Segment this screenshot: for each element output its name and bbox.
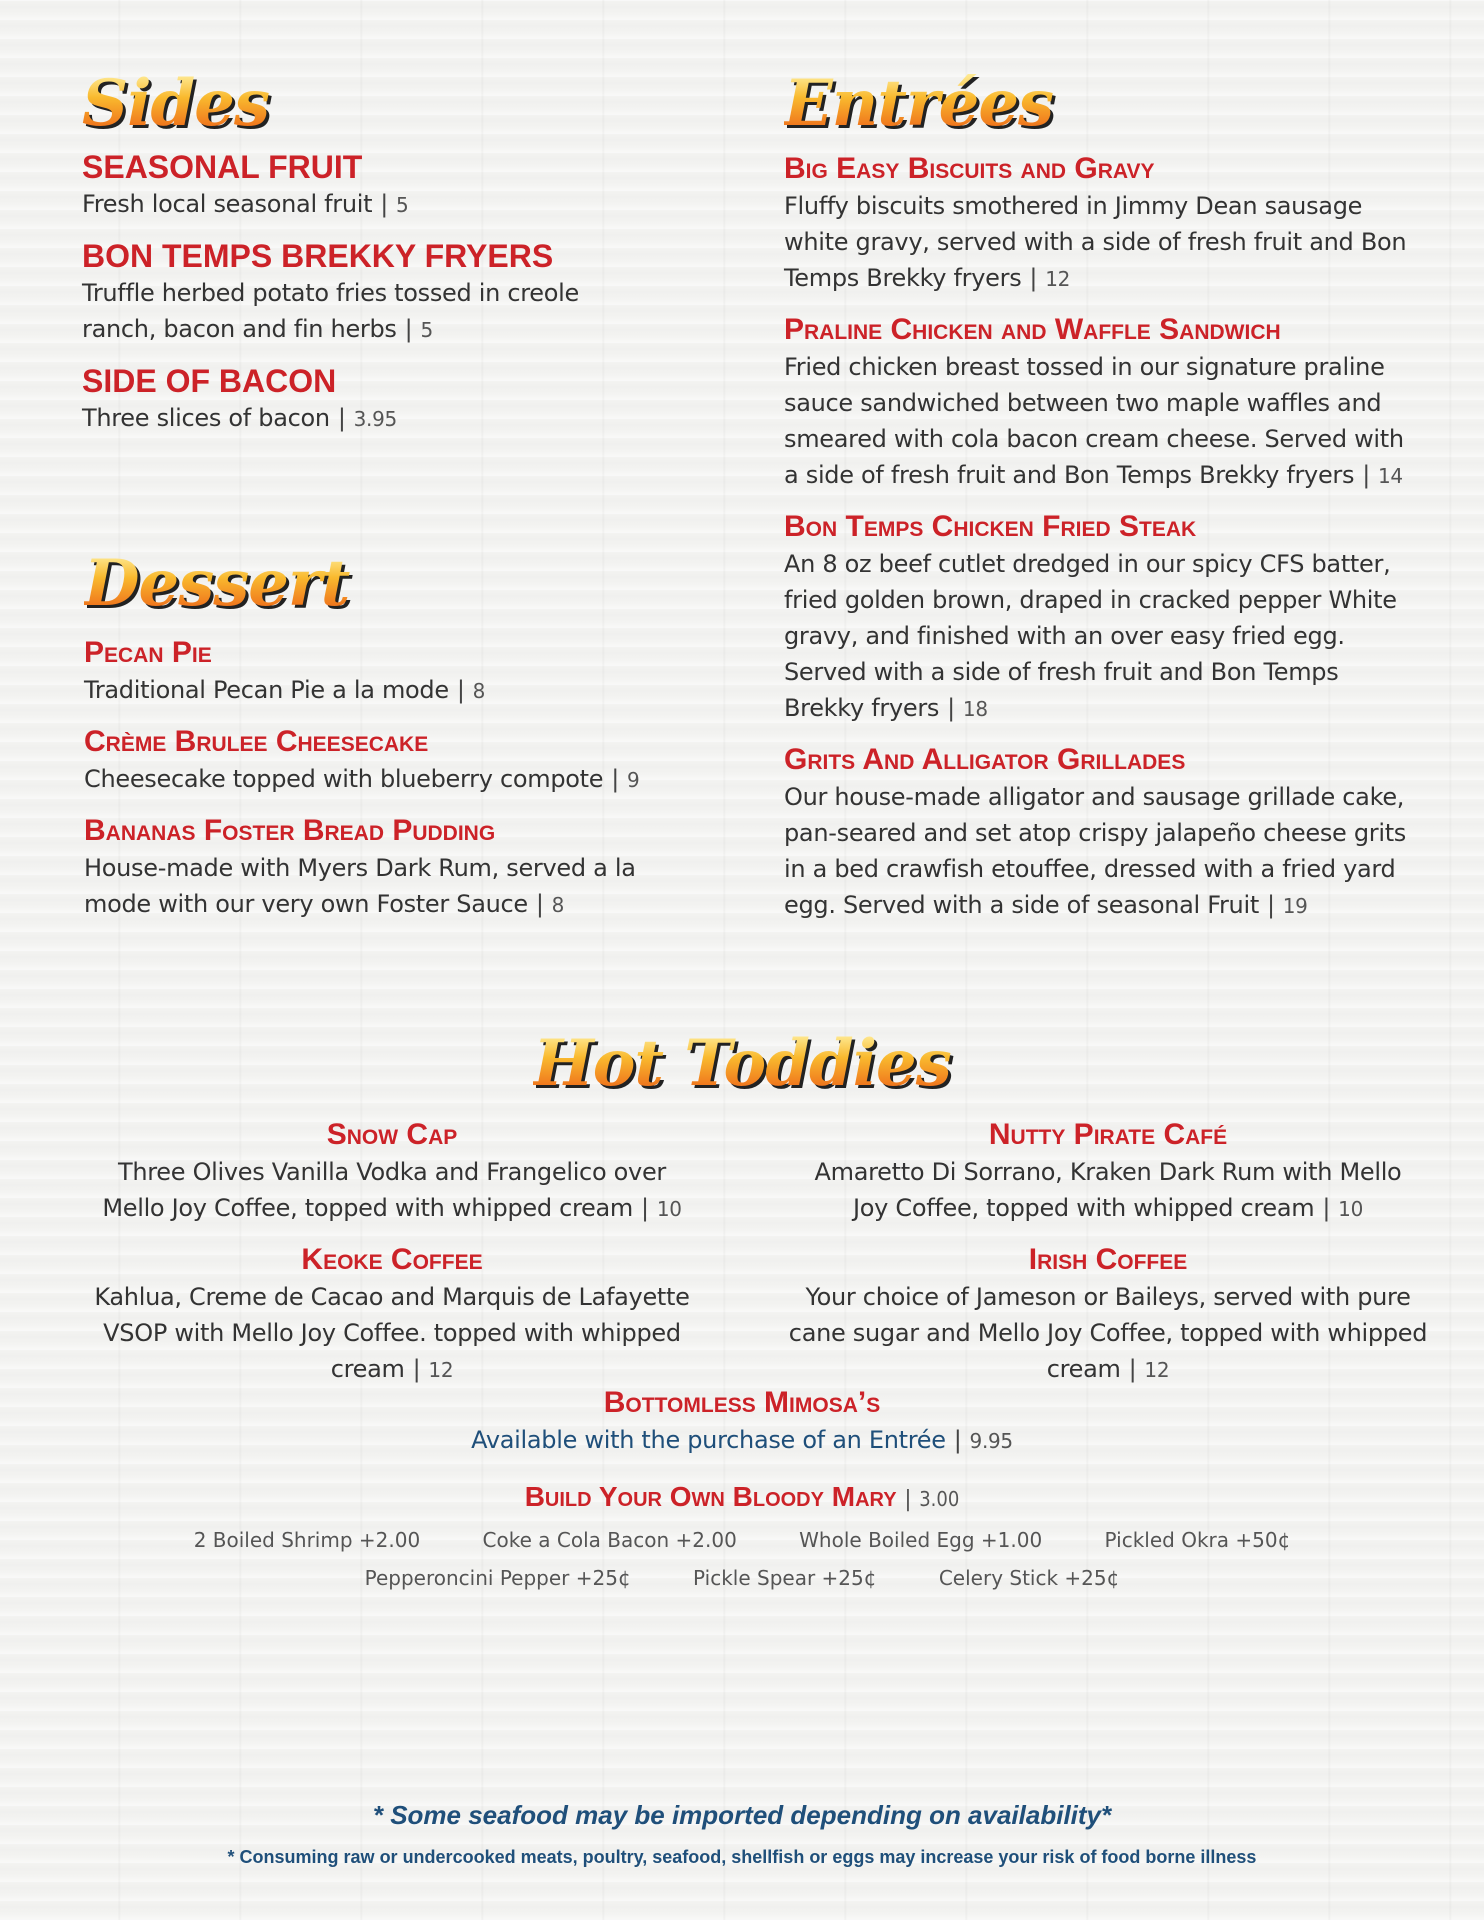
item-name: Grits And Alligator Grillades	[784, 743, 1186, 776]
item-price: 8	[472, 679, 486, 703]
item-name: Snow Cap	[326, 1118, 458, 1151]
price-separator: |	[456, 676, 465, 704]
item-name: Keoke Coffee	[301, 1243, 483, 1276]
price-separator: |	[404, 315, 413, 343]
entrees-section	[784, 66, 1414, 924]
menu-item	[82, 362, 682, 437]
item-description: Cheesecake topped with blueberry compote	[84, 765, 604, 793]
menu-item	[778, 1116, 1438, 1227]
price-separator: |	[1322, 1194, 1331, 1222]
menu-item	[82, 1116, 702, 1227]
price-separator: |	[953, 1426, 962, 1454]
price-separator: |	[904, 1487, 912, 1512]
item-description: An 8 oz beef cutlet dredged in our spicy CFS batter, fried golden brown, draped in cracked pepper White gravy, and finished with an over easy fried egg. Served with a side of fresh fruit and Bon Temps Brekky fryers	[784, 550, 1397, 722]
menu-item	[82, 237, 682, 348]
item-name: Nutty Pirate Café	[988, 1118, 1228, 1151]
item-name: Crème Brulee Cheesecake	[84, 725, 429, 758]
item-price: 10	[1338, 1197, 1363, 1221]
seafood-footnote: * Some seafood may be imported depending on availability*	[372, 1800, 1112, 1830]
item-name: SIDE OF BACON	[82, 363, 337, 399]
item-description: Traditional Pecan Pie a la mode	[84, 676, 449, 704]
dessert-title: Dessert	[84, 552, 684, 616]
menu-item	[82, 1241, 702, 1388]
item-price: 3.95	[353, 407, 397, 431]
menu-item	[784, 150, 1414, 297]
dessert-section	[84, 546, 684, 923]
price-separator: |	[1128, 1355, 1137, 1383]
menu-item	[84, 723, 684, 798]
price-separator: |	[947, 694, 955, 722]
price-separator: |	[535, 890, 544, 918]
item-name: Big Easy Biscuits and Gravy	[784, 152, 1155, 185]
price-separator: |	[611, 765, 620, 793]
price-separator: |	[1029, 264, 1038, 292]
item-price: 18	[962, 697, 988, 721]
item-price: 12	[1045, 267, 1071, 291]
item-description: Amaretto Di Sorrano, Kraken Dark Rum with Mello Joy Coffee, topped with whipped cream	[814, 1158, 1402, 1222]
addon: Coke a Cola Bacon +2.00	[482, 1528, 737, 1552]
item-price: 9	[627, 768, 640, 792]
item-price: 8	[551, 893, 565, 917]
addon: Celery Stick +25¢	[938, 1566, 1120, 1590]
price-separator: |	[1266, 891, 1275, 919]
addon: Whole Boiled Egg +1.00	[799, 1528, 1043, 1552]
item-price: 9.95	[969, 1429, 1013, 1453]
item-name: Bon Temps Chicken Fried Steak	[784, 510, 1197, 543]
sides-section	[82, 66, 682, 437]
menu-item	[778, 1241, 1438, 1388]
item-description: Fluffy biscuits smothered in Jimmy Dean sausage white gravy, served with a side of fresh fruit and Bon Temps Brekky fryers	[784, 192, 1407, 292]
price-separator: |	[412, 1355, 421, 1383]
hot-toddies-title: Hot Toddies	[533, 1026, 951, 1101]
item-name: BON TEMPS BREKKY FRYERS	[82, 238, 554, 274]
item-description: Fried chicken breast tossed in our signature praline sauce sandwiched between two maple waffles and smeared with cola bacon cream cheese. Served with a side of fresh fruit and Bon Temps Brekky fryers	[784, 353, 1404, 489]
price-separator: |	[380, 190, 389, 218]
item-name: Praline Chicken and Waffle Sandwich	[784, 313, 1281, 346]
menu-item	[82, 148, 682, 223]
item-price: 5	[420, 318, 433, 342]
menu-item	[784, 508, 1414, 727]
menu-item	[784, 311, 1414, 494]
item-description: Available with the purchase of an Entrée	[471, 1426, 946, 1454]
toddy-left-column	[82, 1116, 702, 1388]
price-separator: |	[1362, 461, 1370, 489]
price-separator: |	[641, 1194, 649, 1222]
item-description: Truffle herbed potato fries tossed in creole ranch, bacon and fin herbs	[82, 279, 579, 343]
addon: Pepperoncini Pepper +25¢	[364, 1566, 631, 1590]
addon: Pickle Spear +25¢	[693, 1566, 877, 1590]
menu-item	[84, 812, 684, 923]
item-price: 5	[396, 193, 409, 217]
addons-row	[0, 1566, 1484, 1590]
item-description: Your choice of Jameson or Baileys, served with pure cane sugar and Mello Joy Coffee, topped with whipped cream	[788, 1283, 1428, 1383]
footnotes	[0, 1800, 1484, 1868]
item-price: 12	[428, 1358, 454, 1382]
item-price: 14	[1378, 464, 1403, 488]
item-price: 19	[1282, 894, 1308, 918]
addon: Pickled Okra +50¢	[1104, 1528, 1291, 1552]
item-description: Fresh local seasonal fruit	[82, 190, 373, 218]
item-description: Three Olives Vanilla Vodka and Frangelico over Mello Joy Coffee, topped with whipped cream	[102, 1158, 666, 1222]
addon: 2 Boiled Shrimp +2.00	[193, 1528, 421, 1552]
addons-row	[0, 1528, 1484, 1552]
item-description: Kahlua, Creme de Cacao and Marquis de Lafayette VSOP with Mello Joy Coffee. topped with whipped cream	[94, 1283, 690, 1383]
item-name: Bananas Foster Bread Pudding	[84, 814, 496, 847]
item-price: 10	[656, 1197, 682, 1221]
entrees-title: Entrées	[784, 72, 1414, 136]
hot-toddies-title-wrap	[0, 1026, 1484, 1101]
menu-item	[784, 741, 1414, 924]
item-price: 12	[1144, 1358, 1170, 1382]
price-separator: |	[337, 404, 346, 432]
toddy-right-column	[778, 1116, 1438, 1388]
mimosa-item	[0, 1384, 1484, 1459]
item-name: Pecan Pie	[84, 636, 212, 669]
sides-title: Sides	[82, 72, 682, 136]
item-name: SEASONAL FRUIT	[82, 149, 363, 185]
consumption-footnote: * Consuming raw or undercooked meats, poultry, seafood, shellfish or eggs may increase your risk of food borne illness	[227, 1847, 1257, 1867]
item-name: Irish Coffee	[1028, 1243, 1188, 1276]
item-description: Three slices of bacon	[82, 404, 330, 432]
item-name: Build Your Own Bloody Mary	[524, 1481, 897, 1512]
item-name: Bottomless Mimosa’s	[603, 1386, 881, 1419]
menu-item	[84, 634, 684, 709]
bloody-mary-item	[0, 1478, 1484, 1590]
item-price: 3.00	[919, 1487, 960, 1511]
item-description: Our house-made alligator and sausage grillade cake, pan-seared and set atop crispy jalapeño cheese grits in a bed crawfish etouffee, dressed with a fried yard egg. Served with a side of seasonal Fruit	[784, 783, 1407, 919]
item-description: House-made with Myers Dark Rum, served a la mode with our very own Foster Sauce	[84, 854, 636, 918]
